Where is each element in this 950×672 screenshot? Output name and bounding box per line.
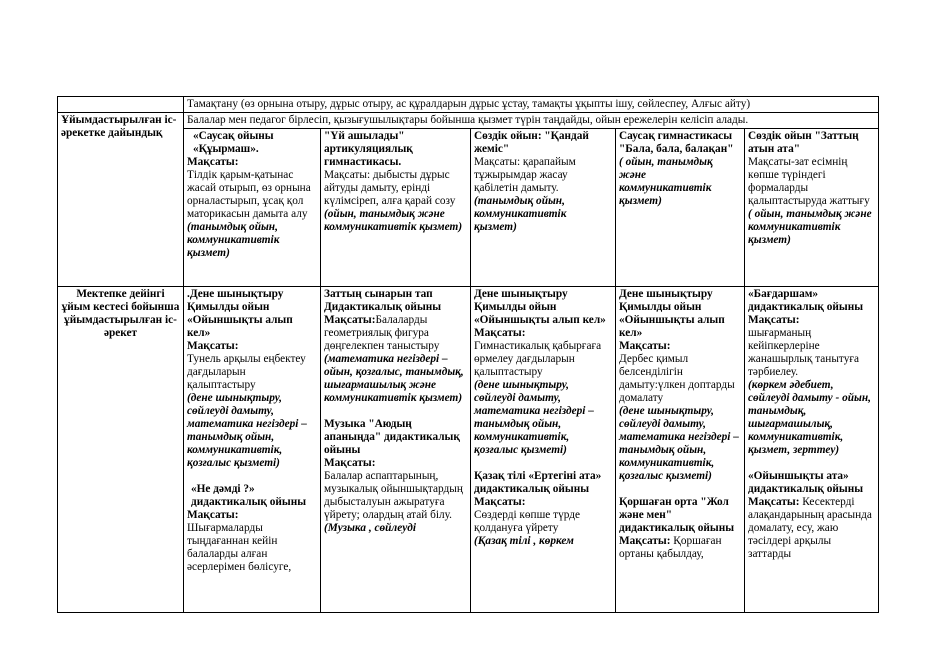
activity-day-1-block-2-goal-label: Мақсаты: xyxy=(187,509,239,521)
activity-day-3-block-1-head: Дене шынықтыру Қимылды ойын «Ойыншықты алып кел» xyxy=(474,288,606,326)
activity-day-3-block-1-goal: Гимнастикалық қабырғаға өрмелеу дағдыларын қалыптастыру xyxy=(474,340,602,378)
prep-day-3 xyxy=(471,129,616,287)
activity-day-5-block-2-head: «Ойыншықты ата» дидактикалық ойыны xyxy=(748,470,864,495)
activity-day-3-block-2-tags: (Қазақ тілі , көркем xyxy=(474,535,574,547)
activity-day-1-block-1-goal: Тунель арқылы еңбектеу дағдыларын қалыптастыру xyxy=(187,353,306,391)
activity-day-3-block-1-goal-label: Мақсаты: xyxy=(474,327,526,339)
activity-day-1-block-1-head: .Дене шынықтыру Қимылды ойын «Ойыншықты алып кел» xyxy=(187,288,293,339)
activity-day-5-block-1-tags: (көркем әдебиет, сөйлеуді дамыту - ойын, танымдық, шығармашылық, коммуникативтік, қызмет, зерттеу) xyxy=(748,379,871,456)
activity-day-4-block-1-goal: Дербес қимыл белсенділігін дамыту:үлкен доптарды домалату xyxy=(619,353,735,404)
prep-day-3-title: Сөздік ойын: "Қандай жеміс" xyxy=(474,130,589,155)
activity-day-4-block-1-head: Дене шынықтыру Қимылды ойын «Ойыншықты алып кел» xyxy=(619,288,725,339)
prep-day-5-title: Сөздік ойын "Заттың атын ата" xyxy=(748,130,859,155)
activity-day-1-block-2-goal: Шығармаларды тыңдағаннан кейін балаларды алған әсерлерімен бөлісуге, xyxy=(187,522,292,573)
activity-day-5-block-2-goal-line xyxy=(748,496,875,561)
row-prep-label: Ұйымдастырылған іс-әрекетке дайындық xyxy=(58,113,184,287)
prep-day-5 xyxy=(745,129,879,287)
prep-day-5-tags: ( ойын, танымдық және коммуникативтік қызмет) xyxy=(748,208,872,246)
activity-day-5-block-1-goal: шығарманың кейіпкерлеріне жанашырлық танытуға тәрбиелеу. xyxy=(748,327,860,378)
schedule-table xyxy=(57,96,879,613)
prep-day-3-goal: Мақсаты: қарапайым тұжырымдар жасау қабілетін дамыту. xyxy=(474,156,576,194)
activity-day-3-block-2-head: Қазақ тілі «Ертегіні ата» дидактикалық ойыны xyxy=(474,470,602,495)
prep-day-4 xyxy=(616,129,745,287)
activity-day-3 xyxy=(471,287,616,613)
row-activity-label: Мектепке дейінгі ұйым кестесі бойынша ұйымдастырылған іс-әрекет xyxy=(58,287,184,613)
activity-day-2-block-2-goal: Балалар аспаптарының, музыкалық ойыншықтардың дыбысталуын ажыратуға үйрету; олардың атай білу. xyxy=(324,470,463,521)
activity-day-5-block-2-goal-label: Мақсаты: xyxy=(748,496,800,508)
prep-day-2-goal: Мақсаты: дыбысты дұрыс айтуды дамыту, ерінді күлімсіреп, алға қарай созу xyxy=(324,169,456,207)
prep-day-5-goal: Мақсаты-зат есімнің көпше түріндегі формаларды қалыптастыруда жаттығу xyxy=(748,156,870,207)
prep-day-1 xyxy=(184,129,321,287)
activity-day-1-block-2-head: «Не дәмді ?» дидактикалық ойыны xyxy=(191,483,307,508)
activity-day-3-block-2-goal: Сөздерді көпше түрде қолдануға үйрету xyxy=(474,509,580,534)
row-activity xyxy=(58,287,879,613)
activity-day-3-block-2-goal-label: Мақсаты: xyxy=(474,496,526,508)
prep-day-1-goal: Тілдік қарым-қатынас жасай отырып, өз орнына орналастырып, ұсақ қол маторикасын дамыта алу xyxy=(187,169,311,220)
activity-day-2-block-2-goal-label: Мақсаты: xyxy=(324,457,376,469)
activity-day-4-block-1-goal-label: Мақсаты: xyxy=(619,340,671,352)
activity-day-5-block-1-head: «Бағдаршам» дидактикалық ойыны xyxy=(748,288,864,313)
prep-day-4-title: Саусақ гимнастикасы "Бала, бала, балақан" xyxy=(619,130,734,155)
activity-day-2 xyxy=(321,287,471,613)
prep-day-1-goal-label: Мақсаты: xyxy=(187,156,239,168)
prep-day-1-title: «Саусақ ойыны «Құырмаш». xyxy=(193,130,274,155)
activity-day-2-block-2-tags: (Музыка , сөйлеуді xyxy=(324,522,416,534)
activity-day-1-block-1-goal-label: Мақсаты: xyxy=(187,340,239,352)
prep-day-2 xyxy=(321,129,471,287)
row-meals-text: Тамақтану (өз орнына отыру, дұрыс отыру, ас құралдарын дұрыс ұстау, тамақты ұқыпты ішу, сөйлеспеу, Алғыс айту) xyxy=(184,97,879,113)
prep-day-3-tags: (танымдық ойын, коммуникативтік қызмет) xyxy=(474,195,567,233)
row-meals-label-cell xyxy=(58,97,184,113)
row-meals xyxy=(58,97,879,113)
activity-day-2-block-1-goal-label: Мақсаты: xyxy=(324,314,376,326)
activity-day-2-block-2-head: Музыка "Аюдың апаныңда" дидактикалық ойыны xyxy=(324,418,460,456)
activity-day-3-block-1-tags: (дене шынықтыру, сөйлеуді дамыту, математика негіздері – танымдық ойын, коммуникативтік, қозғалыс қызметі) xyxy=(474,379,594,456)
activity-day-4-block-2-goal-line xyxy=(619,535,741,561)
activity-day-2-block-1-tags: (математика негіздері – ойын, қозғалыс, танымдық, шығармашылық және коммуникативтік қызмет) xyxy=(324,353,464,404)
activity-day-5-block-1-goal-label: Мақсаты: xyxy=(748,314,800,326)
activity-day-4-block-2-goal-label: Мақсаты: xyxy=(619,535,671,547)
prep-day-4-tags: ( ойын, танымдық және коммуникативтік қызмет) xyxy=(619,156,713,207)
prep-day-2-tags: (ойын, танымдық және коммуникативтік қызмет) xyxy=(324,208,463,233)
row-prep-intro-text: Балалар мен педагог бірлесіп, қызығушылықтары бойынша қызмет түрін таңдайды, ойын ережелерін келісіп алады. xyxy=(184,113,879,129)
prep-day-1-tags: (танымдық ойын, коммуникативтік қызмет) xyxy=(187,221,280,259)
row-prep-intro xyxy=(58,113,879,129)
activity-day-2-block-1-goal-line xyxy=(324,314,467,353)
activity-day-5 xyxy=(745,287,879,613)
activity-day-4-block-1-tags: (дене шынықтыру, сөйлеуді дамыту, математика негіздері – танымдық ойын, коммуникативтік, қозғалыс қызметі) xyxy=(619,405,739,482)
activity-day-4-block-2-head: Қоршаған орта "Жол және мен" дидактикалық ойыны xyxy=(619,496,735,534)
activity-day-1-block-1-tags: (дене шынықтыру, сөйлеуді дамыту, математика негіздері – танымдық ойын, коммуникативтік, қозғалыс қызметі) xyxy=(187,392,307,469)
prep-day-2-title: "Үй ашылады" артикуляциялық гимнастикасы. xyxy=(324,130,413,168)
activity-day-1 xyxy=(184,287,321,613)
activity-day-4 xyxy=(616,287,745,613)
activity-day-2-block-1-head: Заттың сынарын тап Дидактикалық ойыны xyxy=(324,288,442,313)
activity-day-2-block-1-goal: Балаларды геометриялық фигура дөңгелекпен таныстыру xyxy=(324,314,440,352)
activity-day-5-block-2-goal: Кесектерді алақандарының арасында домалату, есу, жаю тәсілдері арқылы заттарды xyxy=(748,496,872,560)
activity-day-4-block-2-goal: Қоршаған ортаны қабылдау, xyxy=(619,535,722,560)
